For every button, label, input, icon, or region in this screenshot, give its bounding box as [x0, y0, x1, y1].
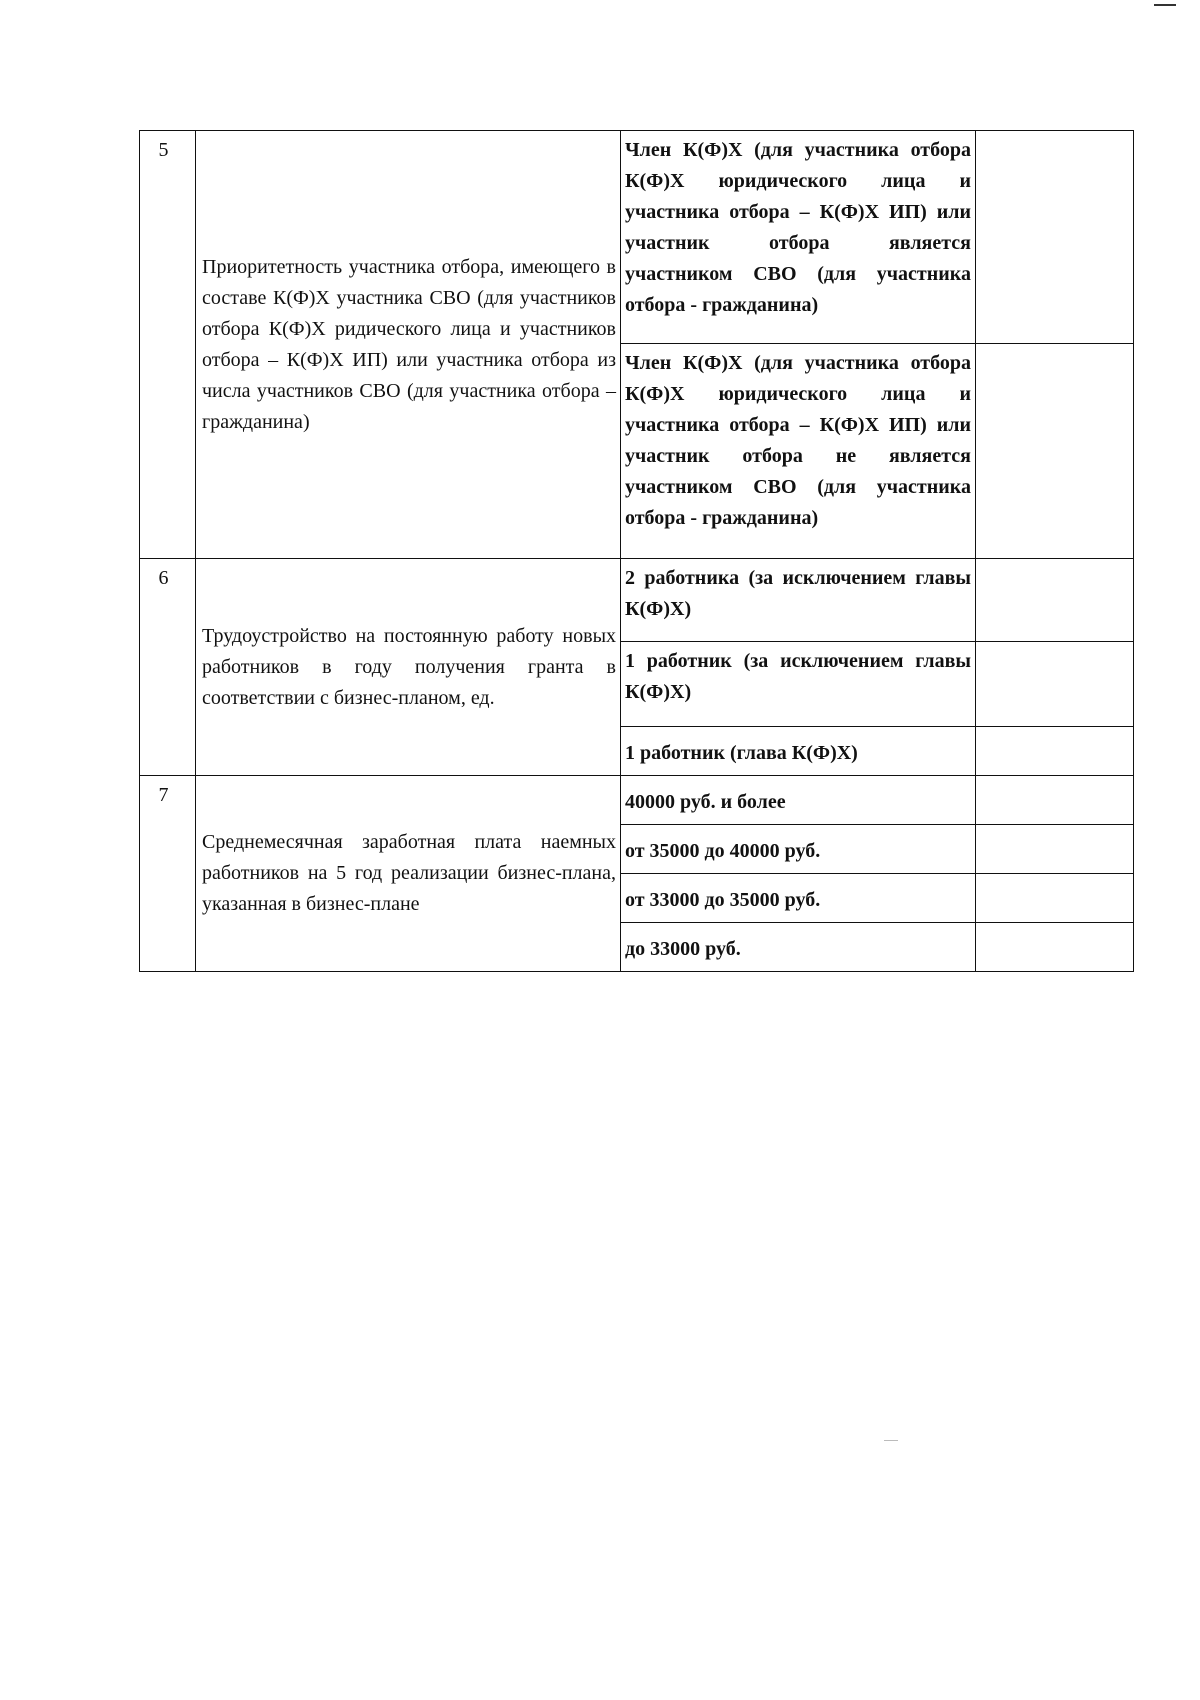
option-text: от 35000 до 40000 руб.	[621, 825, 976, 874]
criterion-text: Трудоустройство на постоянную работу новых работников в году получения гранта в соответствии с бизнес-планом, ед.	[196, 559, 621, 776]
option-text: до 33000 руб.	[621, 923, 976, 972]
option-text: 2 работника (за исключением главы К(Ф)Х)	[621, 559, 976, 642]
option-text: 1 работник (за исключением главы К(Ф)Х)	[621, 642, 976, 727]
table-row-6	[140, 559, 1134, 642]
score-cell	[976, 642, 1134, 727]
row-number: 7	[140, 776, 196, 972]
option-text: Член К(Ф)Х (для участника отбора К(Ф)Х юридического лица и участника отбора – К(Ф)Х ИП) или участник отбора не является участником СВО (для участника отбора - гражданина)	[621, 344, 976, 559]
table-row-7	[140, 776, 1134, 825]
criterion-text: Среднемесячная заработная плата наемных работников на 5 год реализации бизнес-плана, указанная в бизнес-плане	[196, 776, 621, 972]
score-cell	[976, 344, 1134, 559]
row-number: 6	[140, 559, 196, 776]
row-number: 5	[140, 131, 196, 559]
criteria-table	[139, 130, 1134, 972]
criterion-text: Приоритетность участника отбора, имеющего в составе К(Ф)Х участника СВО (для участников отбора К(Ф)Х ридического лица и участников отбора – К(Ф)Х ИП) или участника отбора из числа участников СВО (для участника отбора – гражданина)	[196, 131, 621, 559]
score-cell	[976, 874, 1134, 923]
option-text: 40000 руб. и более	[621, 776, 976, 825]
scan-artifact-mark	[884, 1440, 898, 1441]
score-cell	[976, 727, 1134, 776]
table-row-5	[140, 131, 1134, 344]
score-cell	[976, 923, 1134, 972]
page-edge-mark	[1154, 4, 1176, 6]
score-cell	[976, 131, 1134, 344]
score-cell	[976, 825, 1134, 874]
score-cell	[976, 559, 1134, 642]
option-text: 1 работник (глава К(Ф)Х)	[621, 727, 976, 776]
option-text: Член К(Ф)Х (для участника отбора К(Ф)Х юридического лица и участника отбора – К(Ф)Х ИП) или участник отбора является участником СВО (для участника отбора - гражданина)	[621, 131, 976, 344]
score-cell	[976, 776, 1134, 825]
option-text: от 33000 до 35000 руб.	[621, 874, 976, 923]
